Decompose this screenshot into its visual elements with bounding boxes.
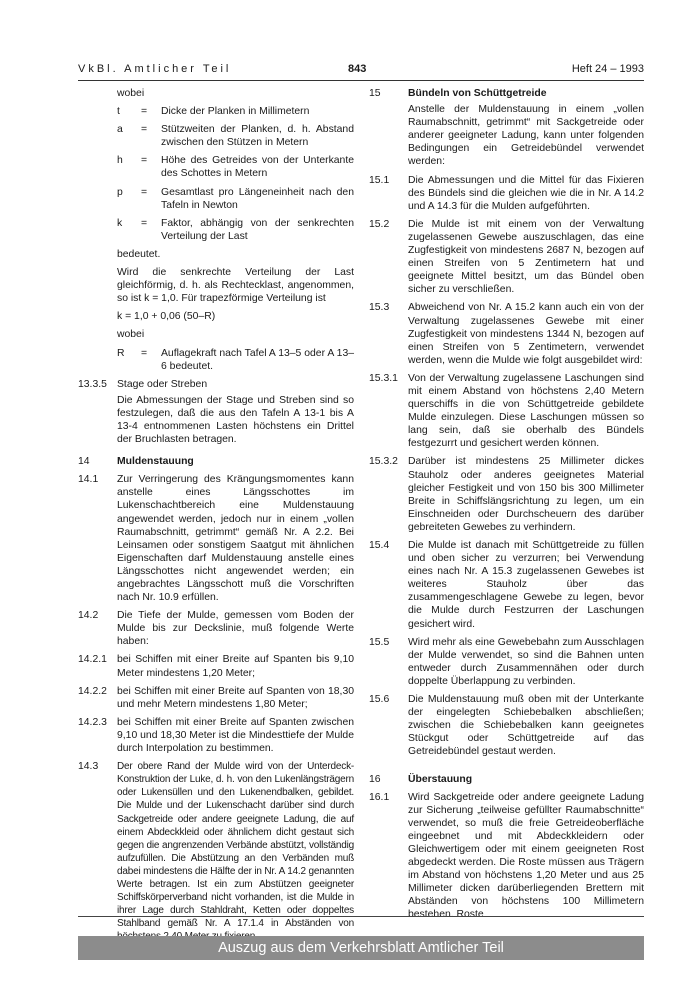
paragraph-number: 15.2 <box>369 218 390 230</box>
section-title: Überstauung <box>408 773 473 785</box>
paragraph-text: Die Tiefe der Mulde, gemessen vom Boden der Mulde bis zur Deckslinie, muß folgende Werte haben: <box>117 610 354 648</box>
equals-sign: = <box>141 186 148 198</box>
definition-text: Faktor, abhängig von der senkrechten Verteilung der Last <box>161 217 354 242</box>
equals-sign: = <box>141 347 148 359</box>
section-title: Bündeln von Schüttgetreide <box>408 88 547 99</box>
paragraph-text: Abweichend von Nr. A 15.2 kann auch ein von der Verwaltung zugelassenes Gewebe mit einer Zugfestigkeit von mindestens 1344 N, bezogen auf einen Streifen von 5 Zentimetern, verwendet werden, wenn die Mulde wie folgt ausgebildet wird: <box>408 302 644 366</box>
paragraph-text: bei Schiffen mit einer Breite auf Spanten von 18,30 und mehr Metern mindestens 1,80 Meter; <box>117 685 354 710</box>
paragraph-number: 14.2.3 <box>78 716 107 728</box>
paragraph-text: Der obere Rand der Mulde wird von der Unterdeck-Konstruktion der Luke, d. h. von den Lukenlängsträgern oder Lukensüllen und den Lukenendbalken, gebildet. Die Mulde und der Lukenschacht darüber sind durch Sackgetreide oder andere geeignete Ladung, die auf einem Abdeckkleid oder ähnlichem dicht gestaut sich gegen die angrenzenden Verbände abstützt, vollständig aufzufüllen. Die Abstützung an den Verbänden muß dabei mindestens die Hälfte der in Nr. A 14.2 genannten Werte betragen. Ist ein zum Abstützen geeigneter Schiffskörperverband nicht vorhanden, ist die Mulde in ihrer Lage durch Stahldraht, Ketten oder doppeltes Stahlband gemäß Nr. A 17.1.4 in Abständen von <box>117 761 354 930</box>
paragraph <box>78 653 354 679</box>
paragraph-number: 15.3.2 <box>369 456 398 468</box>
paragraph <box>369 174 644 213</box>
definition-text: Dicke der Planken in Millimetern <box>161 106 310 118</box>
paragraph-number: 14.2.1 <box>78 654 107 666</box>
definition-list <box>78 105 354 243</box>
paragraph <box>369 301 644 366</box>
page-header <box>78 63 644 79</box>
definition-item <box>117 123 354 149</box>
paragraph-number: 15.3.1 <box>369 372 398 384</box>
paragraph-number: 13.3.5 <box>78 378 107 390</box>
definition-item <box>117 347 354 373</box>
paragraph-text: Wird Sackgetreide oder andere geeignete Ladung zur Sicherung „teilweise gefüllter Raumabschnitte“ verwendet, so muß die freie Getreideoberfläche eingeebnet und mit Abdeckkleidern oder Gleichwertigem oder mit einem geeigneten Rost abgedeckt werden. Die Roste müssen aus Trägern im Abstand von höchstens 1,20 Meter und aus 25 Millimeter dicken darüberliegenden Brettern mit Abständen von höchstens 100 Millimetern bestehen. Roste <box>408 791 644 921</box>
page-number: 843 <box>348 63 367 75</box>
paragraph-text: Wird mehr als eine Gewebebahn zum Ausschlagen der Mulde verwendet, so sind die Bahnen unten entweder durch Zusammennähen oder durch doppelte Überlappung zu verbinden. <box>408 636 644 687</box>
footer-rule <box>78 916 644 917</box>
wobei-text: wobei <box>117 88 145 99</box>
wobei-text: wobei <box>117 329 145 341</box>
paragraph-number: 15.4 <box>369 540 390 551</box>
paragraph-text: Von der Verwaltung zugelassene Laschungen sind mit einem Abstand von höchstens 2,40 Metern querschiffs in die von Schüttgetreide gebildete Mulde einzulegen. Diese Laschungen müssen so lang sein, daß sie oberhalb des Bündels festgezurrt und gesichert werden können. <box>408 372 644 450</box>
definition-symbol: k <box>117 217 123 229</box>
equals-sign: = <box>141 155 148 167</box>
paragraph-text: bei Schiffen mit einer Breite auf Spanten bis 9,10 Meter mindestens 1,20 Meter; <box>117 654 354 679</box>
paragraph <box>369 455 644 534</box>
right-column <box>369 87 644 927</box>
footer-banner: Auszug aus dem Verkehrsblatt Amtlicher Teil <box>78 936 644 960</box>
paragraph <box>369 636 644 688</box>
paragraph-number: 15.5 <box>369 636 390 648</box>
definition-symbol: h <box>117 155 123 167</box>
paragraph <box>369 372 644 451</box>
section-heading <box>369 773 644 786</box>
paragraph <box>369 539 644 631</box>
paragraph-number: 14.1 <box>78 474 99 486</box>
paragraph-text: Die Mulde ist mit einem von der Verwaltung zugelassenen Gewebe auszuschlagen, das eine Zugfestigkeit von mindestens 2687 N, bezogen auf einen Streifen von 5 Zentimetern hat und geeignete Mittel besitzt, um das Bündel oben sicher zu verschließen. <box>408 218 644 296</box>
definition-text: Stützweiten der Planken, d. h. Abstand zwischen den Stützen in Metern <box>161 124 354 149</box>
definition-symbol: R <box>117 347 125 359</box>
paragraph-text: Die Abmessungen der Stage und Streben sind so festzulegen, daß die aus den Tafeln A 13-1 bis A 13-4 entnommenen Lasten höchstens ein Drittel der Bruchlasten betragen. <box>117 394 354 446</box>
paragraph <box>78 609 354 648</box>
paragraph <box>369 791 644 922</box>
paragraph-text: Die Abmessungen und die Mittel für das Fixieren des Bündels sind die gleichen wie die in Nr. A 14.2 und A 14.3 für die Mulden aufgeführten. <box>408 174 644 212</box>
definition-text: Auflagekraft nach Tafel A 13–5 oder A 13–6 bedeutet. <box>161 347 354 372</box>
definition-symbol: t <box>117 106 120 118</box>
section-title: Muldenstauung <box>117 456 194 468</box>
subsection-title: Stage oder Streben <box>117 378 208 390</box>
paragraph-number: 16.1 <box>369 791 390 803</box>
paragraph-text: bei Schiffen mit einer Breite auf Spanten zwischen 9,10 und 18,30 Meter ist die Mindesttiefe der Mulde durch Interpolation zu bestimmen. <box>117 716 354 755</box>
paragraph-number: 14.2 <box>78 610 99 622</box>
definition-item <box>117 154 354 180</box>
paragraph-number: 15.3 <box>369 302 390 314</box>
definition-text: Höhe des Getreides von der Unterkante des Schottes in Metern <box>161 155 354 180</box>
equals-sign: = <box>141 124 148 136</box>
paragraph <box>369 218 644 297</box>
paragraph-number: 15.1 <box>369 174 390 186</box>
left-column <box>78 87 354 948</box>
paragraph-number: 14.2.2 <box>78 685 107 697</box>
definition-symbol: a <box>117 124 123 136</box>
section-number: 14 <box>78 456 90 468</box>
paragraph-text: Wird die senkrechte Verteilung der Last gleichförmig, d. h. als Rechtecklast, angenommen, so ist k = 1,0. Für trapezförmige Verteilung ist <box>117 267 354 305</box>
section-number: 16 <box>369 773 381 785</box>
bedeutet-text: bedeutet. <box>117 248 161 260</box>
paragraph <box>78 716 354 755</box>
equals-sign: = <box>141 217 148 229</box>
header-rule <box>78 80 644 81</box>
paragraph-text: Die Mulde ist danach mit Schüttgetreide zu füllen und oben sicher zu verzurren; bei Verwendung eines nach Nr. A 15.3 zugelassenen Gewebes ist weiteres Stauholz über das zusammengeschlagene Gewebe zu legen, bevor die Mulde durch Festzurren der Laschungen gesichert wird. <box>408 540 644 630</box>
definition-item <box>117 105 354 118</box>
subsection-13-3-5 <box>78 378 354 391</box>
section-number: 15 <box>369 88 381 99</box>
definition-symbol: p <box>117 186 123 198</box>
section-heading <box>369 87 644 100</box>
equals-sign: = <box>141 106 148 118</box>
definition-item <box>117 186 354 212</box>
paragraph-number: 15.6 <box>369 694 390 706</box>
definition-item <box>117 217 354 243</box>
paragraph <box>78 685 354 711</box>
definition-text: Gesamtlast pro Längeneinheit nach den Tafeln in Newton <box>161 186 354 211</box>
section-heading <box>78 455 354 468</box>
journal-name: VkBl. Amtlicher Teil <box>78 63 232 75</box>
paragraph <box>369 693 644 758</box>
paragraph-number: 14.3 <box>78 761 99 773</box>
paragraph-text: Anstelle der Muldenstauung in einem „vollen Raumabschnitt, getrimmt“ mit Sackgetreide oder anderer geeigneter Ladung, kann unter folgenden Bedingungen ein Getreidebündel verwendet werden: <box>408 104 644 168</box>
paragraph-text: Zur Verringerung des Krängungsmomentes kann anstelle eines Längsschottes im Lukenschachtbereich eine Muldenstauung angewendet werden, jedoch nur in einem „vollen Raumabschnitt, getrimmt“ gemäß Nr. A 2.2. Bei Leinsamen oder sonstigem Saatgut mit ähnlichen Eigenschaften darf Muldenstauung anstelle eines Längsschottes nicht angewendet werden; ein angebrachtes Längsschott muß die Vorschriften nach Nr. 10.9 erfüllen. <box>117 474 354 604</box>
paragraph-text: Die Muldenstauung muß oben mit der Unterkante der eingelegten Schiebebalken abschließen; zwischen die Schiebebalken kann geeignetes Stückgut oder Schüttgetreide auf das Getreidebündel gestaut werden. <box>408 694 644 758</box>
paragraph-text: Darüber ist mindestens 25 Millimeter dickes Stauholz oder anderes geeignetes Material gleicher Festigkeit und von 150 bis 300 Millimeter Breite in Schiffslängsrichtung zu legen, um ein Einschneiden oder Durchscheuern des darüber gebreiteten Gewebes zu verhindern. <box>408 456 644 533</box>
paragraph <box>78 473 354 604</box>
issue-label: Heft 24 – 1993 <box>571 63 644 75</box>
formula: k = 1,0 + 0,06 (50–R) <box>117 311 216 323</box>
